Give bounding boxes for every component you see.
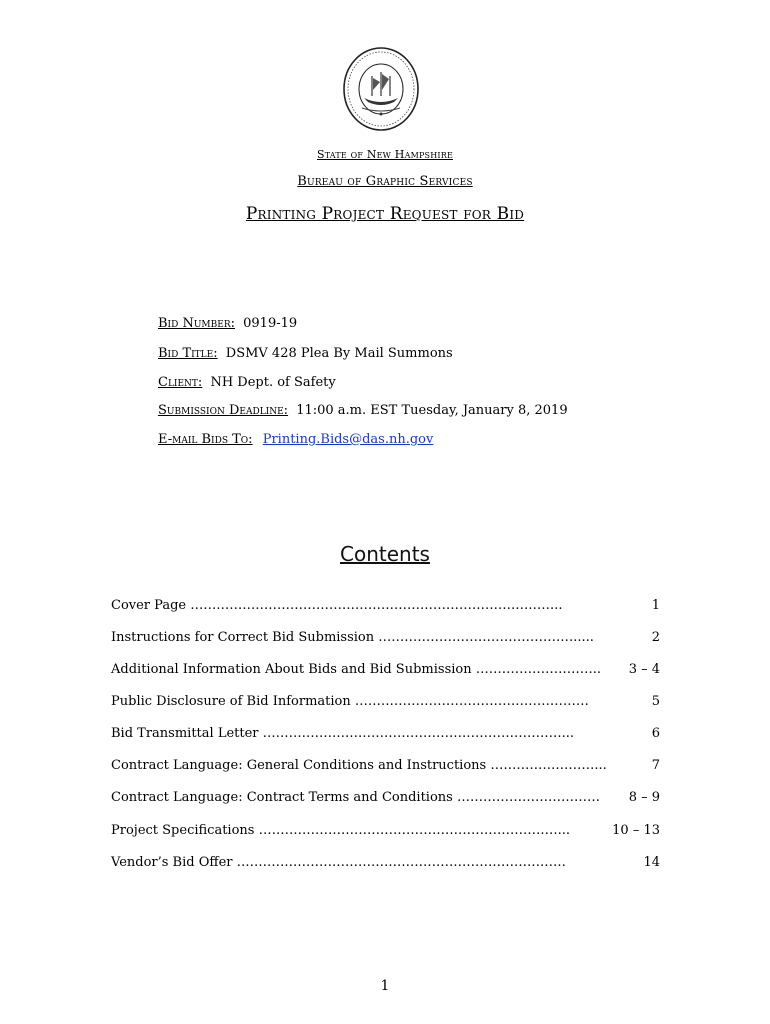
toc-page-number: 7 <box>651 758 660 773</box>
toc-entry-text: Additional Information About Bids and Bid Submission ……………………….. <box>111 662 601 677</box>
toc-row <box>111 855 660 873</box>
toc-page-number: 2 <box>651 630 660 645</box>
toc-row <box>111 758 660 776</box>
state-seal-icon <box>342 46 420 132</box>
toc-row <box>111 694 660 712</box>
client-field <box>158 375 336 390</box>
email-link[interactable]: Printing.Bids@das.nh.gov <box>262 432 434 447</box>
page-title: Printing Project Request for Bid <box>245 204 525 224</box>
bid-number-value: 0919-19 <box>243 316 298 331</box>
bid-title-value: DSMV 428 Plea By Mail Summons <box>225 346 453 361</box>
bureau-heading: Bureau of Graphic Services <box>297 174 473 189</box>
toc-entry-text: Vendor’s Bid Offer …………………………………………………………………. <box>111 855 566 870</box>
email-field <box>158 432 433 447</box>
toc-page-number: 3 – 4 <box>628 662 660 677</box>
toc-page-number: 8 – 9 <box>628 790 660 805</box>
toc-page-number: 1 <box>651 598 660 613</box>
toc-row <box>111 662 660 680</box>
toc-row <box>111 630 660 648</box>
bid-title-label: Bid Title: <box>158 346 218 361</box>
toc-entry-text: Instructions for Correct Bid Submission ………………………………………..... <box>111 630 594 645</box>
deadline-label: Submission Deadline: <box>158 403 289 418</box>
client-label: Client: <box>158 375 203 390</box>
toc-row <box>111 790 660 808</box>
contents-heading: Contents <box>340 542 430 566</box>
toc-entry-text: Project Specifications ……………………………………………………………... <box>111 823 570 838</box>
page-number: 1 <box>380 978 390 994</box>
state-heading: State of New Hampshire <box>316 148 454 161</box>
deadline-field <box>158 403 568 418</box>
email-label: E-mail Bids To: <box>158 432 253 447</box>
toc-page-number: 5 <box>651 694 660 709</box>
client-value: NH Dept. of Safety <box>210 375 336 390</box>
toc-entry-text: Cover Page ………………………………………………………………………….. <box>111 598 563 613</box>
toc-page-number: 14 <box>643 855 660 870</box>
toc-row <box>111 823 660 841</box>
toc-page-number: 10 – 13 <box>612 823 660 838</box>
toc-entry-text: Contract Language: Contract Terms and Conditions …………………………… <box>111 790 600 805</box>
toc-page-number: 6 <box>651 726 660 741</box>
bid-number-field <box>158 316 297 331</box>
deadline-value: 11:00 a.m. EST Tuesday, January 8, 2019 <box>296 403 568 418</box>
bid-title-field <box>158 346 453 361</box>
toc-entry-text: Bid Transmittal Letter ……………………………………………………………... <box>111 726 575 741</box>
bid-number-label: Bid Number: <box>158 316 235 331</box>
toc-entry-text: Public Disclosure of Bid Information ……………………………………………… <box>111 694 589 709</box>
toc-row <box>111 726 660 744</box>
toc-entry-text: Contract Language: General Conditions and Instructions ……………………... <box>111 758 607 773</box>
toc-row <box>111 598 660 616</box>
